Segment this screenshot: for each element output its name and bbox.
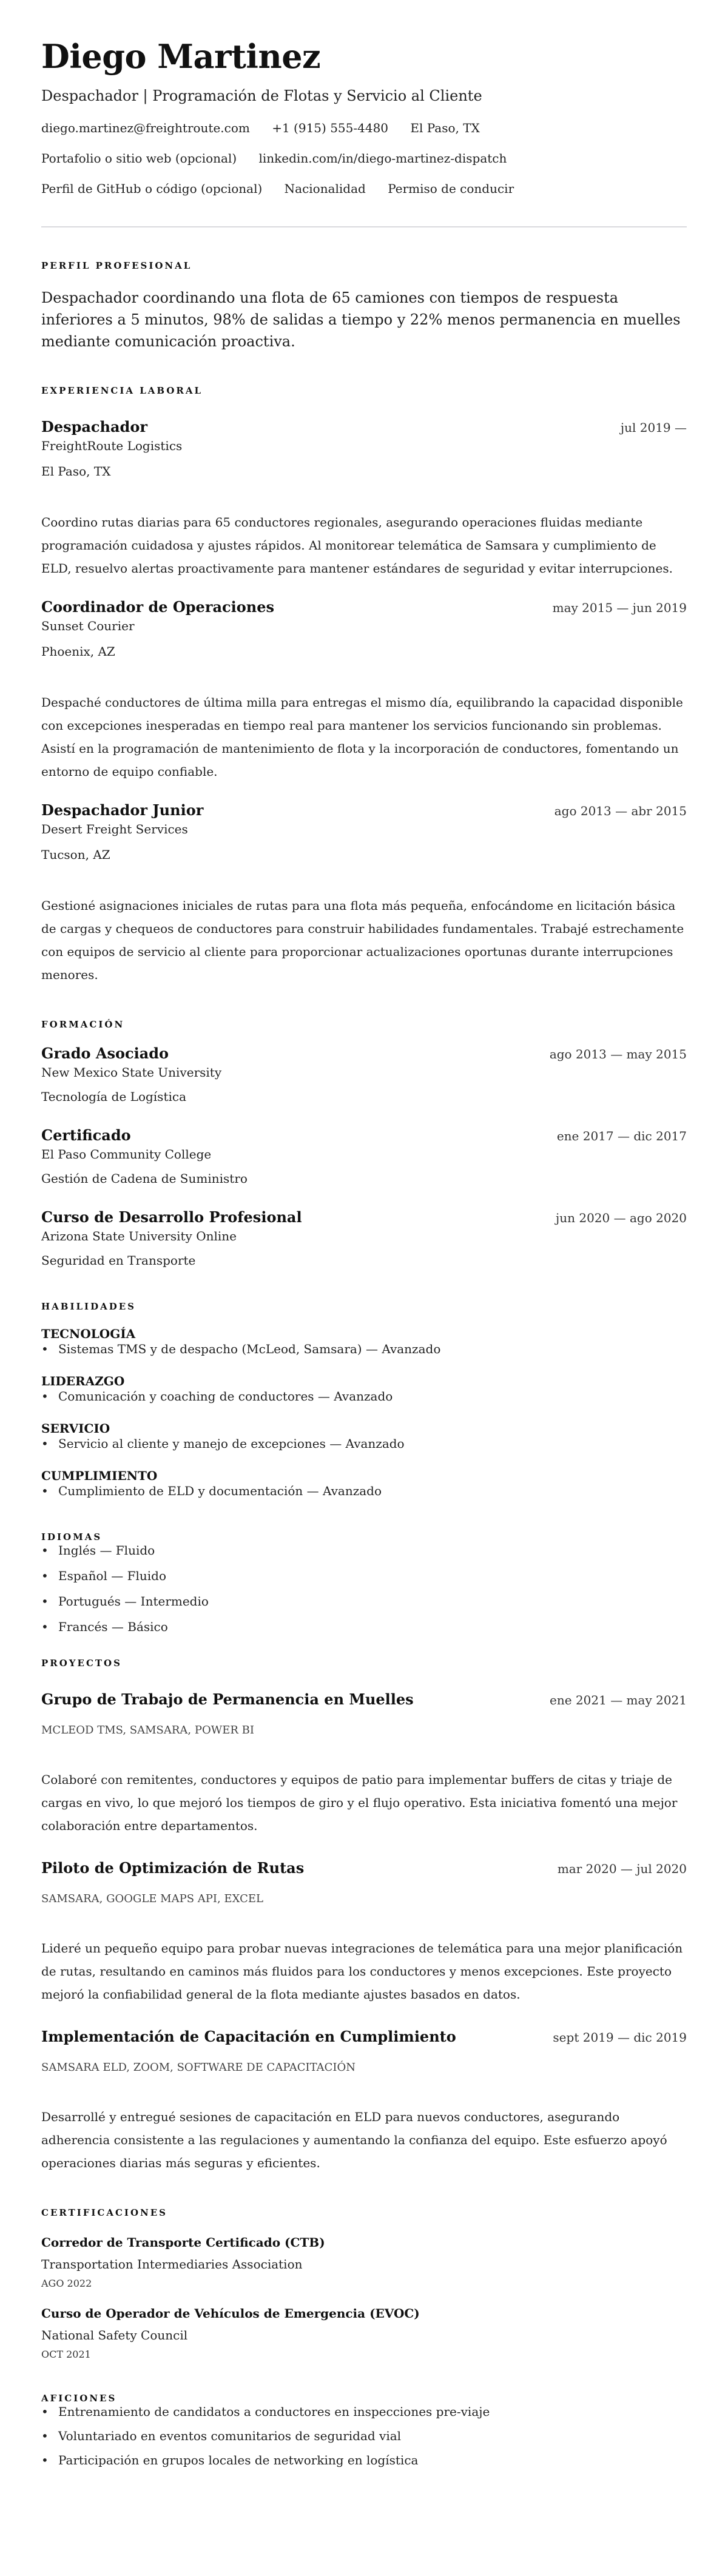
experience-role: Despachador	[41, 417, 147, 435]
project-description: Colaboré con remitentes, conductores y equipos de patio para implementar buffers de citas y triaje de cargas en vivo, lo que mejoró los tiempos de giro y el flujo operativo. Esta iniciativa fomentó una mejor colaboración entre departamentos.	[41, 1772, 678, 1833]
candidate-headline: Despachador | Programación de Flotas y Servicio al Cliente	[41, 87, 482, 104]
certification-name: Corredor de Transporte Certificado (CTB)	[41, 2235, 325, 2250]
education-school: New Mexico State University	[41, 1064, 222, 1080]
section-title-summary: PERFIL PROFESIONAL	[41, 260, 192, 271]
education-degree: Grado Asociado	[41, 1044, 169, 1062]
contact-row-2	[41, 151, 687, 166]
skill-item: • Cumplimiento de ELD y documentación — Avanzado	[41, 1483, 687, 1499]
experience-company: Sunset Courier	[41, 618, 135, 633]
contact-row-3	[41, 181, 687, 196]
experience-role: Despachador Junior	[41, 801, 204, 819]
section-skills	[41, 1301, 687, 1499]
skill-category-title: LIDERAZGO	[41, 1373, 125, 1388]
education-entry	[41, 1044, 687, 1105]
skill-list	[41, 1341, 687, 1357]
certification-date: OCT 2021	[41, 2348, 91, 2360]
project-entry	[41, 1859, 687, 2006]
education-entry	[41, 1208, 687, 1268]
experience-description: Coordino rutas diarias para 65 conductores regionales, asegurando operaciones fluidas mediante programación cuidadosa y ajustes rápidos. Al monitorear telemática de Samsara y cumplimiento de ELD, resuelvo alertas proactivamente para mantener estándares de seguridad y evitar interrupciones.	[41, 514, 673, 576]
experience-entry	[41, 598, 687, 783]
hobby-item: • Entrenamiento de candidatos a conductores en inspecciones pre-viaje	[41, 2404, 687, 2420]
language-list	[41, 1542, 687, 1635]
experience-entry	[41, 801, 687, 986]
contact-drivers-license: Permiso de conducir	[388, 181, 514, 196]
language-item: • Francés — Básico	[41, 1619, 687, 1635]
education-dates: ago 2013 — may 2015	[549, 1046, 687, 1061]
experience-location: Tucson, AZ	[41, 847, 110, 862]
experience-dates: ago 2013 — abr 2015	[554, 803, 687, 818]
contact-row-1	[41, 121, 687, 135]
section-education	[41, 1019, 687, 1268]
contact-email[interactable]: diego.martinez@freightroute.com	[41, 120, 250, 135]
contact-phone[interactable]: +1 (915) 555-4480	[272, 120, 389, 135]
language-item: • Portugués — Intermedio	[41, 1593, 687, 1609]
section-title-hobbies: AFICIONES	[41, 2392, 117, 2404]
hobby-list	[41, 2404, 687, 2468]
certification-issuer: National Safety Council	[41, 2327, 188, 2342]
section-title-skills: HABILIDADES	[41, 1300, 136, 1312]
project-name: Piloto de Optimización de Rutas	[41, 1858, 305, 1877]
experience-location: Phoenix, AZ	[41, 644, 115, 659]
project-dates: ene 2021 — may 2021	[550, 1692, 687, 1707]
language-item: • Inglés — Fluido	[41, 1542, 687, 1558]
education-field: Gestión de Cadena de Suministro	[41, 1171, 248, 1186]
skill-list	[41, 1436, 687, 1451]
experience-role: Coordinador de Operaciones	[41, 597, 274, 616]
education-degree: Curso de Desarrollo Profesional	[41, 1208, 302, 1226]
skill-item: • Comunicación y coaching de conductores — Avanzado	[41, 1388, 687, 1404]
contact-linkedin[interactable]: linkedin.com/in/diego-martinez-dispatch	[258, 150, 507, 166]
project-entry	[41, 2028, 687, 2174]
education-field: Tecnología de Logística	[41, 1089, 187, 1104]
hobby-item: • Voluntariado en eventos comunitarios de seguridad vial	[41, 2428, 687, 2444]
resume-header	[41, 37, 687, 196]
certification-entry	[41, 2306, 687, 2360]
project-description: Lideré un pequeño equipo para probar nuevas integraciones de telemática para una mejor planificación de rutas, resultando en caminos más fluidos para los conductores y menos excepciones. Este proyecto mejoró la confiabilidad general de la flota mediante ajustes basados en datos.	[41, 1940, 683, 2002]
education-degree: Certificado	[41, 1126, 131, 1144]
project-dates: sept 2019 — dic 2019	[553, 2030, 687, 2045]
section-title-languages: IDIOMAS	[41, 1531, 103, 1542]
section-certifications	[41, 2207, 687, 2360]
experience-entry	[41, 418, 687, 580]
experience-company: FreightRoute Logistics	[41, 438, 183, 453]
experience-location: El Paso, TX	[41, 463, 111, 479]
section-title-experience: EXPERIENCIA LABORAL	[41, 385, 203, 396]
project-tech: SAMSARA ELD, ZOOM, SOFTWARE DE CAPACITACIÓN	[41, 2060, 356, 2074]
skill-category-title: SERVICIO	[41, 1421, 110, 1436]
header-divider	[41, 226, 687, 227]
education-school: El Paso Community College	[41, 1146, 212, 1162]
contact-nationality: Nacionalidad	[284, 181, 366, 196]
summary-text: Despachador coordinando una flota de 65 camiones con tiempos de respuesta inferiores a 5 minutos, 98% de salidas a tiempo y 22% menos permanencia en muelles mediante comunicación proactiva.	[41, 289, 681, 350]
certification-issuer: Transportation Intermediaries Association	[41, 2256, 303, 2272]
project-name: Grupo de Trabajo de Permanencia en Muelles	[41, 1690, 414, 1708]
section-languages	[41, 1532, 687, 1635]
section-hobbies	[41, 2393, 687, 2468]
project-dates: mar 2020 — jul 2020	[557, 1861, 687, 1876]
section-projects	[41, 1658, 687, 2174]
education-entry	[41, 1126, 687, 1186]
education-dates: ene 2017 — dic 2017	[556, 1128, 687, 1143]
contact-location: El Paso, TX	[410, 120, 480, 135]
project-name: Implementación de Capacitación en Cumplimiento	[41, 2027, 456, 2045]
contact-portfolio[interactable]: Portafolio o sitio web (opcional)	[41, 150, 237, 166]
experience-dates: jul 2019 —	[620, 420, 687, 435]
education-school: Arizona State University Online	[41, 1228, 237, 1243]
skill-list	[41, 1388, 687, 1404]
project-tech: SAMSARA, GOOGLE MAPS API, EXCEL	[41, 1892, 263, 1905]
education-dates: jun 2020 — ago 2020	[556, 1210, 687, 1225]
project-entry	[41, 1690, 687, 1837]
project-description: Desarrollé y entregué sesiones de capacitación en ELD para nuevos conductores, asegurando adherencia consistente a las regulaciones y aumentando la confianza del equipo. Este esfuerzo apoyó operaciones diarias más seguras y eficientes.	[41, 2109, 667, 2170]
project-tech: MCLEOD TMS, SAMSARA, POWER BI	[41, 1723, 254, 1737]
skill-category-title: CUMPLIMIENTO	[41, 1468, 158, 1483]
education-field: Seguridad en Transporte	[41, 1253, 196, 1268]
certification-name: Curso de Operador de Vehículos de Emergencia (EVOC)	[41, 2305, 420, 2321]
section-summary	[41, 260, 687, 352]
section-experience	[41, 385, 687, 986]
section-title-education: FORMACIÓN	[41, 1018, 125, 1030]
language-item: • Español — Fluido	[41, 1568, 687, 1584]
experience-company: Desert Freight Services	[41, 821, 188, 836]
certification-date: AGO 2022	[41, 2277, 92, 2289]
section-title-projects: PROYECTOS	[41, 1657, 122, 1669]
experience-description: Despaché conductores de última milla para entregas el mismo día, equilibrando la capacidad disponible con excepciones inesperadas en tiempo real para mantener los servicios funcionando sin problemas. Asistí en la programación de mantenimiento de flota y la incorporación de conductores, fomentando un entorno de equipo confiable.	[41, 694, 683, 779]
skill-item: • Servicio al cliente y manejo de excepciones — Avanzado	[41, 1436, 687, 1451]
certification-entry	[41, 2235, 687, 2289]
skill-category-title: TECNOLOGÍA	[41, 1326, 136, 1341]
section-title-certifications: CERTIFICACIONES	[41, 2207, 167, 2218]
skill-item: • Sistemas TMS y de despacho (McLeod, Samsara) — Avanzado	[41, 1341, 687, 1357]
skill-list	[41, 1483, 687, 1499]
contact-github[interactable]: Perfil de GitHub o código (opcional)	[41, 181, 263, 196]
hobby-item: • Participación en grupos locales de networking en logística	[41, 2452, 687, 2468]
experience-dates: may 2015 — jun 2019	[552, 600, 687, 615]
candidate-name: Diego Martinez	[41, 37, 321, 76]
experience-description: Gestioné asignaciones iniciales de rutas para una flota más pequeña, enfocándome en licitación básica de cargas y chequeos de conductores para construir habilidades fundamentales. Trabajé estrechamente con equipos de servicio al cliente para proporcionar actualizaciones oportunas durante interrupciones menores.	[41, 898, 684, 982]
